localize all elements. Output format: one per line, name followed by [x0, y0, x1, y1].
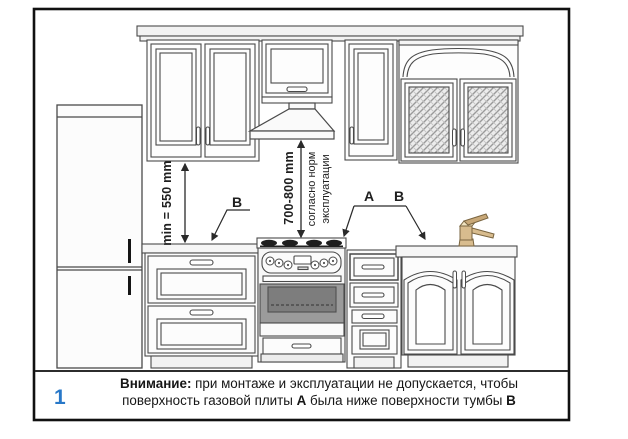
upper-cabinet-narrow	[345, 40, 397, 160]
caption	[84, 376, 554, 409]
refrigerator	[57, 105, 142, 368]
flip-door-handle	[287, 87, 307, 92]
plinth	[354, 357, 394, 368]
cabinet-handle	[350, 127, 354, 144]
cornice	[137, 26, 523, 41]
lattice-panel-left	[409, 87, 449, 153]
sink-cabinet	[396, 246, 517, 367]
dim-label-700-800: 700-800 mm	[282, 151, 296, 225]
dim-note-line2: эксплуатации	[320, 154, 332, 224]
stove-display	[294, 256, 311, 264]
dim-note-line1: согласно норм	[306, 151, 318, 227]
upper-cabinet-left	[147, 40, 259, 161]
figure-number: 1	[54, 386, 66, 409]
plinth	[151, 356, 252, 368]
callout-a: A	[363, 188, 375, 204]
callout-b-right: B	[393, 188, 405, 204]
callout-b-left: B	[231, 194, 243, 210]
upper-cabinet-lattice	[399, 40, 518, 163]
oven-window	[268, 287, 336, 312]
lattice-panel-right	[468, 87, 508, 153]
base-cabinet-left	[142, 244, 261, 368]
dim-label-550: min = 550 mm	[160, 160, 174, 246]
hood-cabinet	[262, 40, 332, 103]
caption-line2: поверхность газовой плиты А была ниже поверхности тумбы В	[122, 392, 516, 408]
caption-line1: Внимание: при монтаже и эксплуатации не допускается, чтобы	[120, 376, 518, 391]
caption-label-a: А	[296, 392, 307, 408]
drawer-unit	[347, 250, 401, 368]
plinth	[408, 355, 508, 367]
gas-stove	[257, 238, 346, 362]
caption-attention: Внимание:	[120, 376, 192, 391]
countertop-right	[396, 246, 517, 257]
oven-handle	[263, 276, 341, 282]
caption-label-b: В	[506, 392, 516, 408]
